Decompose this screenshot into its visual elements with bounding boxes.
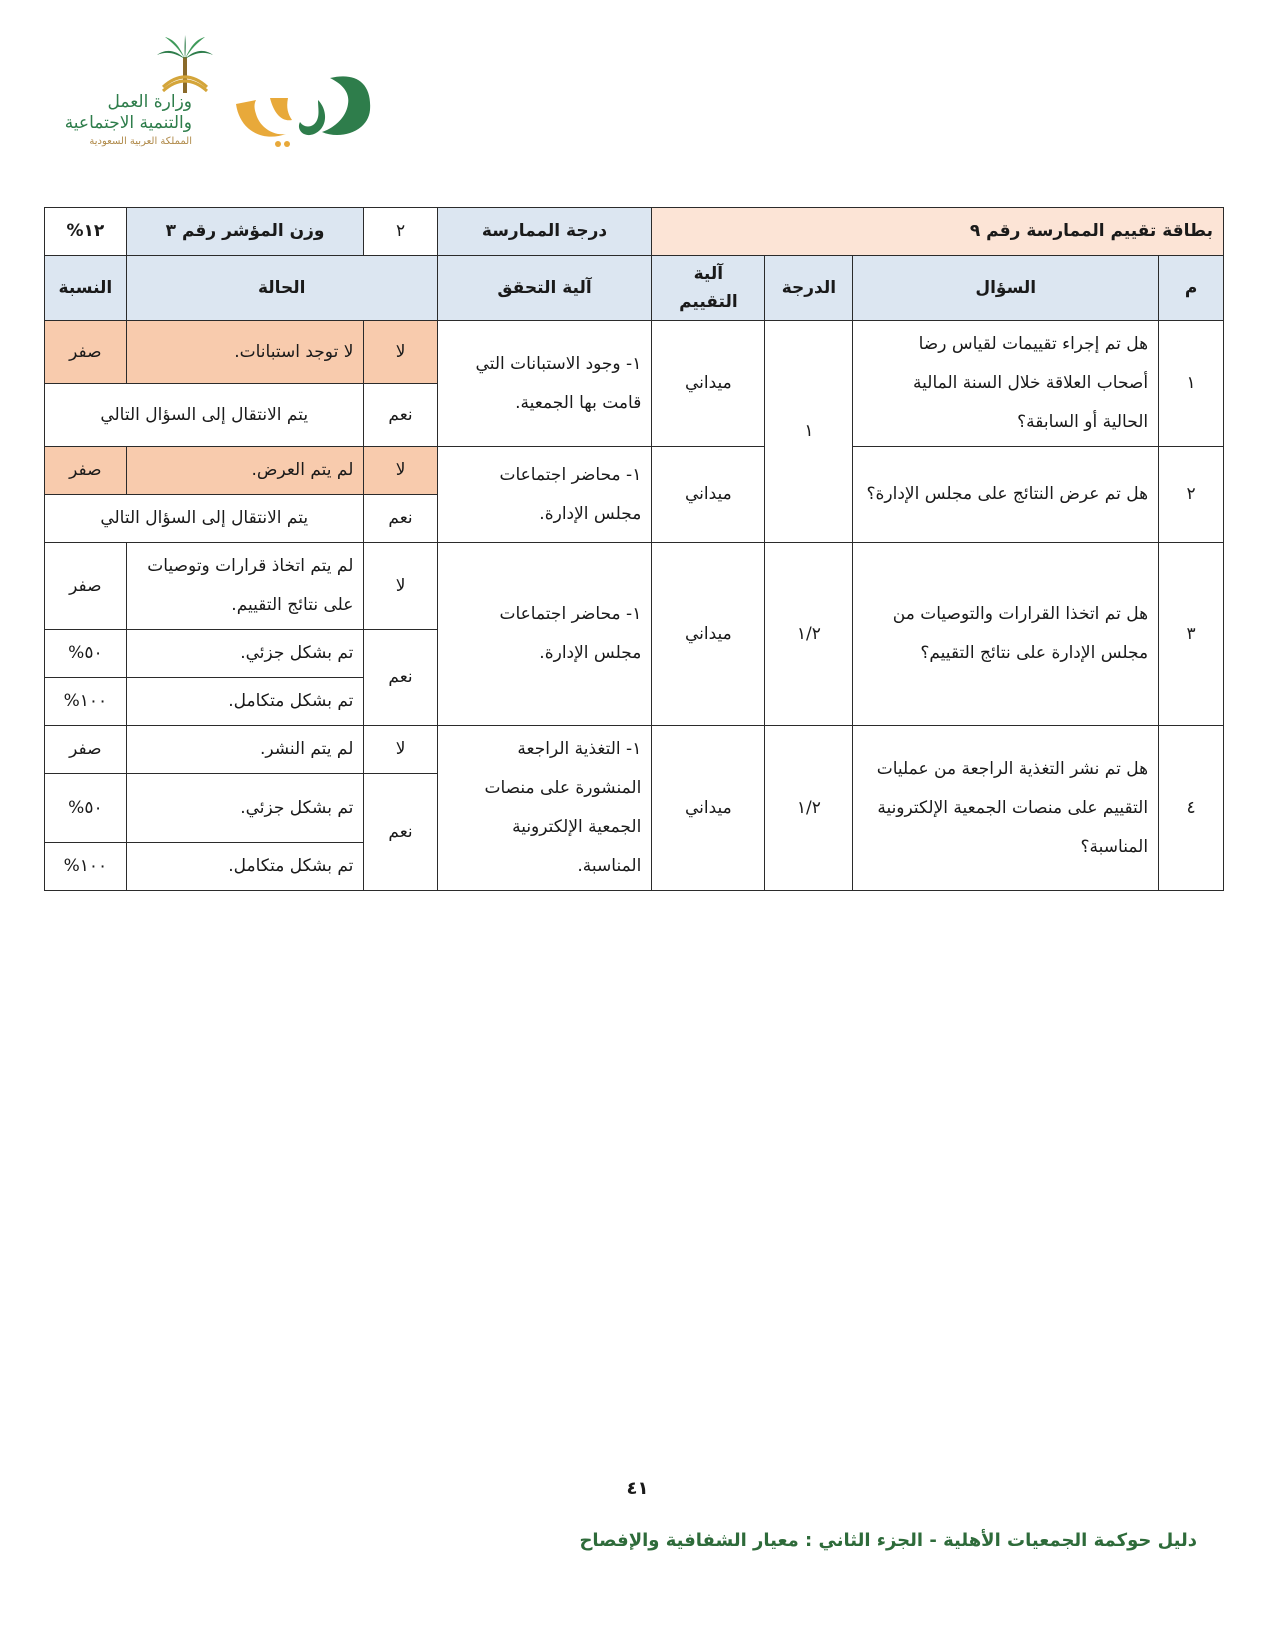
indicator-weight-label: وزن المؤشر رقم ٣ (126, 208, 364, 256)
row-verify-mech: ١- محاضر اجتماعات مجلس الإدارة. (437, 447, 652, 543)
row-question: هل تم عرض النتائج على مجلس الإدارة؟ (853, 447, 1159, 543)
ministry-name (60, 92, 192, 150)
table-row (45, 543, 1224, 630)
col-verify-mech: آلية التحقق (437, 256, 652, 321)
palm-swords-logo-icon (155, 35, 215, 95)
no-status: لم يتم العرض. (126, 447, 364, 495)
indicator-weight-value: ١٢% (45, 208, 127, 256)
no-label: لا (364, 726, 437, 774)
card-title: بطاقة تقييم الممارسة رقم ٩ (652, 208, 1224, 256)
row-number: ١ (1159, 321, 1224, 447)
makeen-logo-icon (230, 70, 380, 150)
yes-label: نعم (364, 495, 437, 543)
no-status: لم يتم النشر. (126, 726, 364, 774)
col-question: السؤال (853, 256, 1159, 321)
full-status: تم بشكل متكامل. (126, 843, 364, 891)
practice-degree-value: ٢ (364, 208, 437, 256)
yes-label: نعم (364, 630, 437, 726)
page-number: ٤١ (626, 1478, 649, 1499)
partial-status: تم بشكل جزئي. (126, 630, 364, 678)
footer-title: دليل حوكمة الجمعيات الأهلية - الجزء الثاني : معيار الشفافية والإفصاح (579, 1530, 1197, 1551)
row-degree: ١/٢ (765, 726, 853, 891)
col-ratio: النسبة (45, 256, 127, 321)
column-header-row (45, 256, 1224, 321)
col-degree: الدرجة (765, 256, 853, 321)
table-row (45, 726, 1224, 774)
col-eval-mech: آلية التقييم (652, 256, 765, 321)
row-eval-mech: ميداني (652, 447, 765, 543)
no-ratio: صفر (45, 321, 127, 384)
ministry-line2: والتنمية الاجتماعية (64, 113, 192, 133)
row-question: هل تم إجراء تقييمات لقياس رضا أصحاب العلاقة خلال السنة المالية الحالية أو السابقة؟ (853, 321, 1159, 447)
full-status: تم بشكل متكامل. (126, 678, 364, 726)
practice-degree-label: درجة الممارسة (437, 208, 652, 256)
yes-label: نعم (364, 384, 437, 447)
row-question: هل تم اتخذا القرارات والتوصيات من مجلس الإدارة على نتائج التقييم؟ (853, 543, 1159, 726)
card-header-row (45, 208, 1224, 256)
yes-status: يتم الانتقال إلى السؤال التالي (45, 495, 364, 543)
practice-evaluation-table (44, 207, 1224, 891)
no-label: لا (364, 543, 437, 630)
yes-status: يتم الانتقال إلى السؤال التالي (45, 384, 364, 447)
yes-label: نعم (364, 774, 437, 891)
full-ratio: ١٠٠% (45, 843, 127, 891)
partial-ratio: ٥٠% (45, 774, 127, 843)
row-eval-mech: ميداني (652, 726, 765, 891)
col-m: م (1159, 256, 1224, 321)
partial-ratio: ٥٠% (45, 630, 127, 678)
row-degree: ١ (765, 321, 853, 543)
row-verify-mech: ١- محاضر اجتماعات مجلس الإدارة. (437, 543, 652, 726)
row-number: ٢ (1159, 447, 1224, 543)
no-status: لم يتم اتخاذ قرارات وتوصيات على نتائج التقييم. (126, 543, 364, 630)
row-verify-mech: ١- التغذية الراجعة المنشورة على منصات الجمعية الإلكترونية المناسبة. (437, 726, 652, 891)
ministry-line3: المملكة العربية السعودية (89, 136, 192, 147)
row-eval-mech: ميداني (652, 321, 765, 447)
no-ratio: صفر (45, 726, 127, 774)
row-verify-mech: ١- وجود الاستبانات التي قامت بها الجمعية. (437, 321, 652, 447)
no-ratio: صفر (45, 447, 127, 495)
no-ratio: صفر (45, 543, 127, 630)
no-label: لا (364, 321, 437, 384)
col-status: الحالة (126, 256, 437, 321)
row-number: ٤ (1159, 726, 1224, 891)
row-degree: ١/٢ (765, 543, 853, 726)
full-ratio: ١٠٠% (45, 678, 127, 726)
table-row (45, 447, 1224, 495)
row-number: ٣ (1159, 543, 1224, 726)
ministry-line1: وزارة العمل (107, 92, 192, 112)
no-label: لا (364, 447, 437, 495)
partial-status: تم بشكل جزئي. (126, 774, 364, 843)
table-row (45, 321, 1224, 384)
header-logos (60, 30, 400, 170)
row-eval-mech: ميداني (652, 543, 765, 726)
no-status: لا توجد استبانات. (126, 321, 364, 384)
row-question: هل تم نشر التغذية الراجعة من عمليات التقييم على منصات الجمعية الإلكترونية المناسبة؟ (853, 726, 1159, 891)
